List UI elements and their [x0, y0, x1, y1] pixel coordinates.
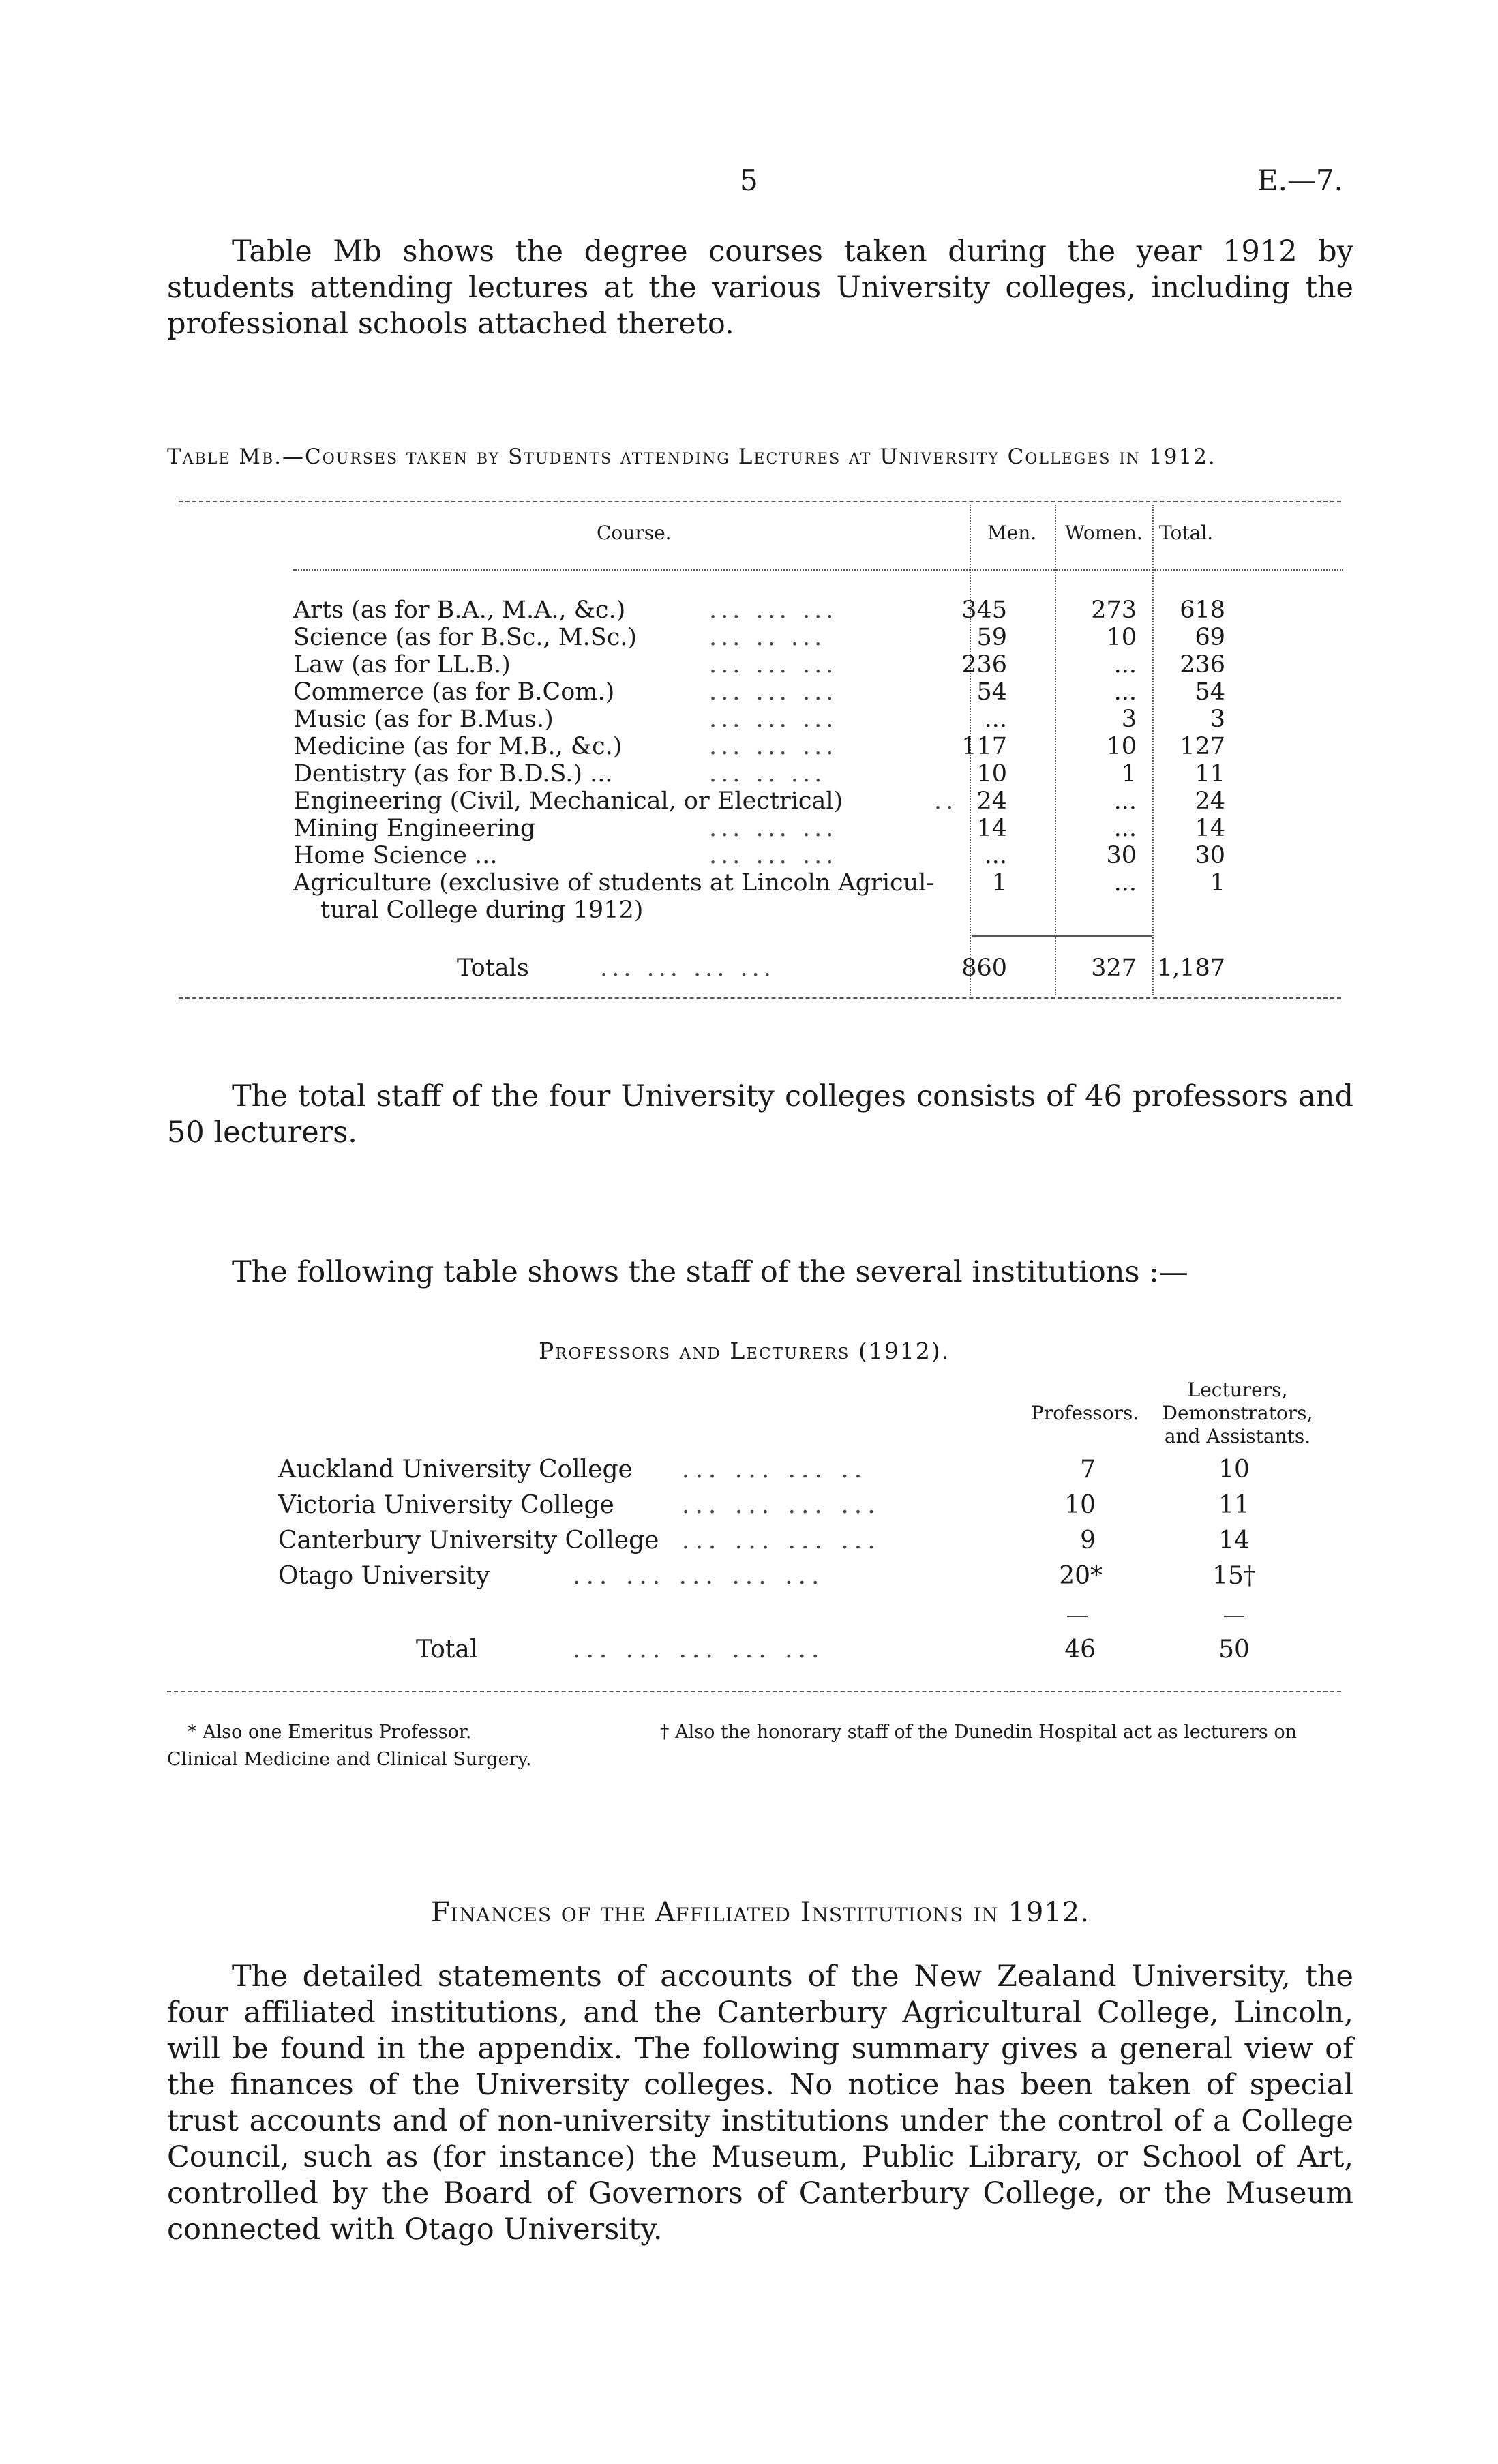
row-course: Law (as for LL.B.): [293, 651, 511, 678]
staff-row-professors: 10: [1064, 1491, 1096, 1519]
staff-row-name: Otago University: [278, 1562, 490, 1590]
col-header-lecturers-1: Lecturers,: [1187, 1379, 1288, 1401]
row-total: 236: [1180, 651, 1225, 678]
row-dots: ... ... ...: [709, 733, 838, 760]
staff-row-dots: ... ... ... ...: [682, 1491, 881, 1519]
finances-paragraph: The detailed statements of accounts of the New Zealand University, the four affiliated institutions, and the Canterbury Agricultural College, Lincoln, will be found in the appendix. The following summary gives a general view of the finances of the University colleges. No notice has been taken of special trust accounts and of non-university institutions under the control of a College Council, such as (for instance) the Museum, Public Library, or School of Art, controlled by the Board of Governors of Canterbury College, or the Museum connected with Otago University.: [167, 1959, 1353, 2247]
row-women: ...: [1113, 787, 1137, 815]
row-men: 1: [991, 869, 1007, 897]
row-women: ...: [1113, 678, 1137, 706]
row-men: 54: [976, 678, 1007, 706]
row-dots: ... .. ...: [709, 624, 826, 651]
row-women: ...: [1113, 815, 1137, 842]
totals-label: Totals: [457, 955, 529, 982]
totals-dots: ... ... ... ...: [600, 955, 775, 982]
row-total: 30: [1195, 842, 1225, 869]
staff-table-title: Professors and Lecturers (1912).: [539, 1338, 950, 1364]
staff-row: [0, 1559, 1498, 1594]
row-dots: ... ... ...: [709, 597, 838, 624]
col-header-total: Total.: [1159, 522, 1214, 544]
staff-total-lecturers: 50: [1218, 1636, 1250, 1664]
row-women: 3: [1121, 706, 1137, 733]
row-dots: ... ... ...: [709, 678, 838, 706]
sum-rule-professors: [1067, 1616, 1088, 1617]
row-course: tural College during 1912): [320, 897, 644, 924]
row-total: 11: [1195, 760, 1225, 787]
row-men: ...: [984, 706, 1007, 733]
row-total: 618: [1180, 597, 1225, 624]
staff-row-professors: 7: [1080, 1456, 1096, 1484]
staff-row-professors: 9: [1080, 1527, 1096, 1554]
table-mb-title: Table Mb.—Courses taken by Students attending Lectures at University Colleges in 1912.: [167, 445, 1216, 469]
footnote-dagger-2: Clinical Medicine and Clinical Surgery.: [167, 1749, 532, 1770]
row-men: 236: [961, 651, 1007, 678]
staff-row-name: Canterbury University College: [278, 1527, 659, 1554]
col-header-women: Women.: [1065, 522, 1143, 544]
row-course: Music (as for B.Mus.): [293, 706, 554, 733]
footnote-star: * Also one Emeritus Professor.: [188, 1722, 472, 1743]
staff-row-dots: ... ... ... ..: [682, 1456, 868, 1484]
row-dots: ... ... ...: [709, 651, 838, 678]
following-paragraph: The following table shows the staff of the several institutions :—: [232, 1255, 1188, 1289]
staff-total-dots: ... ... ... ... ...: [573, 1636, 825, 1664]
staff-total-label: Total: [416, 1636, 478, 1664]
totals-women: 327: [1091, 955, 1137, 982]
staff-row: [0, 1523, 1498, 1559]
intro-paragraph: Table Mb shows the degree courses taken during the year 1912 by students attending lectures at the various University colleges, including the professional schools attached thereto.: [167, 235, 1353, 341]
staff-table-bottom-rule: [167, 1691, 1341, 1692]
row-men: 10: [976, 760, 1007, 787]
col-header-men: Men.: [987, 522, 1037, 544]
row-total: 24: [1195, 787, 1225, 815]
row-women: 273: [1091, 597, 1137, 624]
row-women: 30: [1106, 842, 1137, 869]
staff-row: [0, 1488, 1498, 1523]
sum-rule-lecturers: [1224, 1616, 1244, 1617]
row-men: 59: [976, 624, 1007, 651]
row-women: 1: [1121, 760, 1137, 787]
row-men: 24: [976, 787, 1007, 815]
row-dots: ..: [934, 787, 958, 815]
finances-heading: Finances of the Affiliated Institutions in 1912.: [431, 1897, 1090, 1928]
row-course: Engineering (Civil, Mechanical, or Electrical): [293, 787, 843, 815]
footnote-dagger-1: † Also the honorary staff of the Dunedin Hospital act as lecturers on: [660, 1722, 1298, 1743]
row-men: 117: [961, 733, 1007, 760]
row-course: Arts (as for B.A., M.A., &c.): [293, 597, 626, 624]
row-men: ...: [984, 842, 1007, 869]
row-dots: ... ... ...: [709, 706, 838, 733]
row-dots: ... ... ...: [709, 815, 838, 842]
row-women: ...: [1113, 869, 1137, 897]
row-dots: ... .. ...: [709, 760, 826, 787]
page-number: 5: [740, 164, 758, 197]
row-total: 54: [1195, 678, 1225, 706]
row-course: Commerce (as for B.Com.): [293, 678, 615, 706]
staff-paragraph: The total staff of the four University colleges consists of 46 professors and 50 lecturers.: [167, 1079, 1353, 1150]
col-header-course: Course.: [597, 522, 672, 544]
row-dots: ... ... ...: [709, 842, 838, 869]
row-total: 127: [1180, 733, 1225, 760]
staff-row: [0, 1452, 1498, 1488]
row-course: Agriculture (exclusive of students at Lincoln Agricul-: [293, 869, 935, 897]
staff-row-lecturers: 11: [1218, 1491, 1250, 1519]
staff-row-lecturers: 14: [1218, 1527, 1250, 1554]
staff-row-lecturers: 10: [1218, 1456, 1250, 1484]
col-header-lecturers-2: Demonstrators,: [1162, 1402, 1313, 1424]
col-header-lecturers-3: and Assistants.: [1164, 1425, 1311, 1447]
row-total: 14: [1195, 815, 1225, 842]
row-men: 345: [961, 597, 1007, 624]
totals-total: 1,187: [1156, 955, 1225, 982]
staff-row-professors: 20*: [1059, 1562, 1103, 1590]
row-course: Home Science ...: [293, 842, 498, 869]
row-women: ...: [1113, 651, 1137, 678]
staff-row-dots: ... ... ... ... ...: [573, 1562, 825, 1590]
row-total: 3: [1210, 706, 1225, 733]
row-men: 14: [976, 815, 1007, 842]
staff-row-name: Victoria University College: [278, 1491, 614, 1519]
staff-total-professors: 46: [1064, 1636, 1096, 1664]
row-course: Science (as for B.Sc., M.Sc.): [293, 624, 638, 651]
staff-total-row: [0, 1632, 1498, 1668]
row-course: Dentistry (as for B.D.S.) ...: [293, 760, 613, 787]
document-code: E.—7.: [1257, 164, 1343, 197]
col-header-professors: Professors.: [1031, 1402, 1139, 1424]
row-total: 1: [1210, 869, 1225, 897]
totals-men: 860: [961, 955, 1007, 982]
row-women: 10: [1106, 624, 1137, 651]
row-course: Medicine (as for M.B., &c.): [293, 733, 623, 760]
row-total: 69: [1195, 624, 1225, 651]
staff-row-name: Auckland University College: [278, 1456, 633, 1484]
row-course: Mining Engineering: [293, 815, 536, 842]
row-women: 10: [1106, 733, 1137, 760]
staff-row-lecturers: 15†: [1212, 1562, 1256, 1590]
staff-row-dots: ... ... ... ...: [682, 1527, 881, 1554]
